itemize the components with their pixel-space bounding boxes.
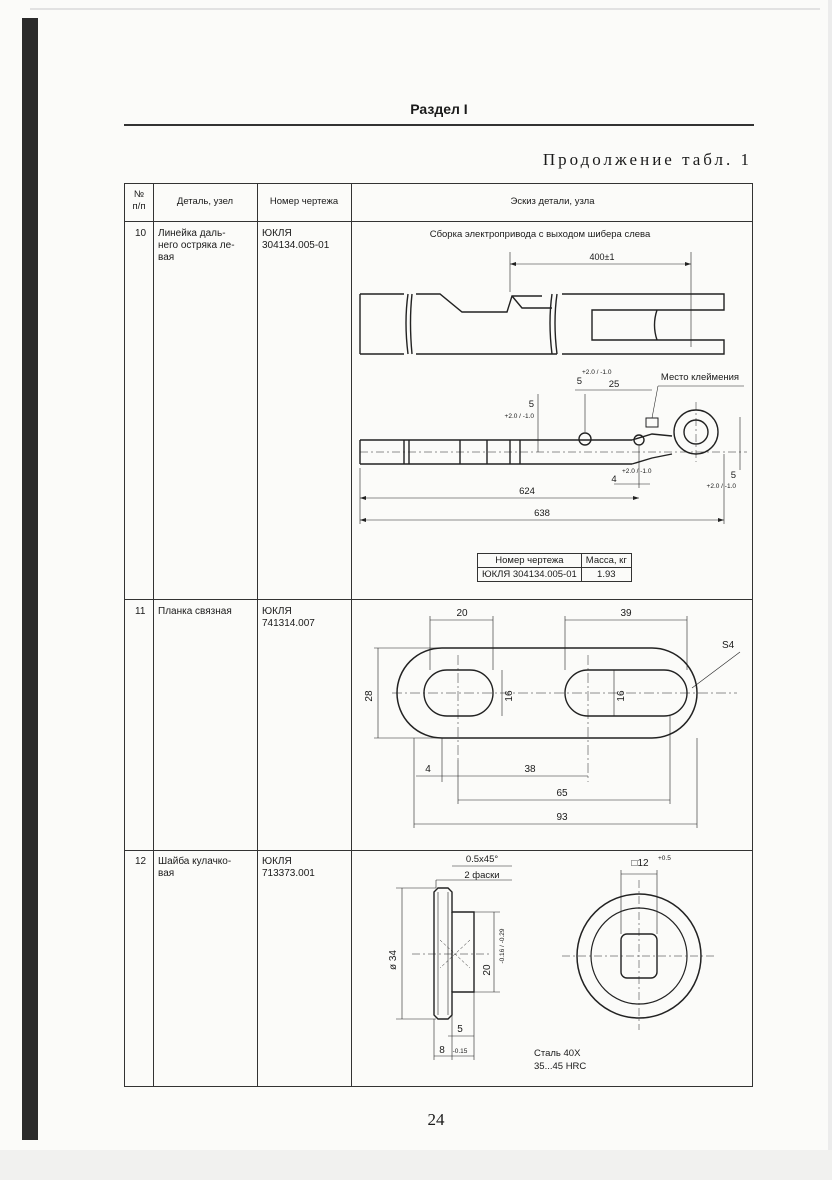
sketch-cam-washer [352,850,752,1085]
scan-binding-shadow [22,18,38,1140]
dim-diameter: ø 34 [388,949,399,971]
header-drawing: Номер чертежа [269,196,339,207]
dim-25: 25 [608,379,620,390]
part-name: Шайба кулачко- вая [158,856,232,879]
row-number: 11 [135,606,146,617]
drawing-number: ЮКЛЯ 713373.001 [262,856,315,879]
tol-5-left: +2.0 / -1.0 [504,413,534,420]
column-divider [153,184,154,1086]
row-number: 12 [135,856,147,867]
tol-4: +2.0 / -1.0 [622,468,652,475]
part-name: Линейка даль- него остряка ле- вая [158,228,235,263]
dim-39: 39 [620,608,632,619]
drawing-number: ЮКЛЯ 304134.005-01 [262,228,330,251]
scan-bottom-edge [0,1150,832,1180]
dim-624: 624 [519,486,535,497]
dim-38: 38 [524,764,536,775]
section-rule [124,124,754,126]
dim-400: 400±1 [589,252,615,262]
material: Сталь 40Х [534,1048,581,1059]
row-number: 10 [135,228,147,239]
dim-20: 20 [456,608,468,619]
page-number: 24 [427,1110,445,1129]
tol-20: -0.16 / -0.29 [499,928,506,964]
dim-65: 65 [556,788,568,799]
dim-93: 93 [556,812,568,823]
sketch-ruler-assembly [352,222,752,598]
dim-8: 8 [439,1045,445,1056]
ruler-top-view [360,294,724,354]
dim-5-upper: 5 [576,376,582,387]
mass-value-mass: 1.93 [581,568,631,582]
section-title: Раздел I [410,101,468,117]
table-continuation-label: Продолжение табл. 1 [542,150,752,169]
mass-header-drawing: Номер чертежа [478,554,582,568]
dim-5: 5 [457,1024,463,1035]
washer-side-view [434,888,474,1019]
square-tolerance: +0.5 [658,855,671,862]
tol-5-upper: +2.0 / -1.0 [582,369,612,376]
chamfer-count: 2 фаски [464,870,500,881]
dim-4: 4 [611,474,617,485]
dim-20: 20 [482,964,493,976]
dim-16-left: 16 [504,690,515,702]
mass-value-drawing: ЮКЛЯ 304134.005-01 [478,568,582,582]
dim-5-right: 5 [730,470,736,481]
tol-8: -0.15 [452,1048,468,1055]
header-part: Деталь, узел [176,196,234,207]
dim-4: 4 [425,764,431,775]
dim-5-left: 5 [528,399,534,410]
scan-top-edge [30,8,820,10]
dim-16-right: 16 [616,690,627,702]
part-name: Планка связная [158,606,232,617]
header-number: № п/п [132,189,146,212]
dim-638: 638 [534,508,550,519]
stamp-place-label: Место клеймения [660,372,740,383]
header-sketch: Эскиз детали, узла [510,196,595,207]
chamfer-label: 0.5x45° [465,854,499,865]
label-s4: S4 [722,640,735,651]
column-divider [257,184,258,1086]
tol-5-right: +2.0 / -1.0 [706,483,736,490]
hardness: 35...45 HRC [534,1061,587,1072]
mass-table [477,553,632,582]
ruler-side-view [360,410,718,464]
dim-28: 28 [364,690,375,702]
scan-right-edge [828,0,832,1180]
square-size: □12 [631,858,649,869]
drawing-number: ЮКЛЯ 741314.007 [262,606,315,629]
sketch-caption: Сборка электропривода с выходом шибера слева [429,229,651,240]
sketch-link-plate [352,600,752,840]
mass-header-mass: Масса, кг [581,554,631,568]
